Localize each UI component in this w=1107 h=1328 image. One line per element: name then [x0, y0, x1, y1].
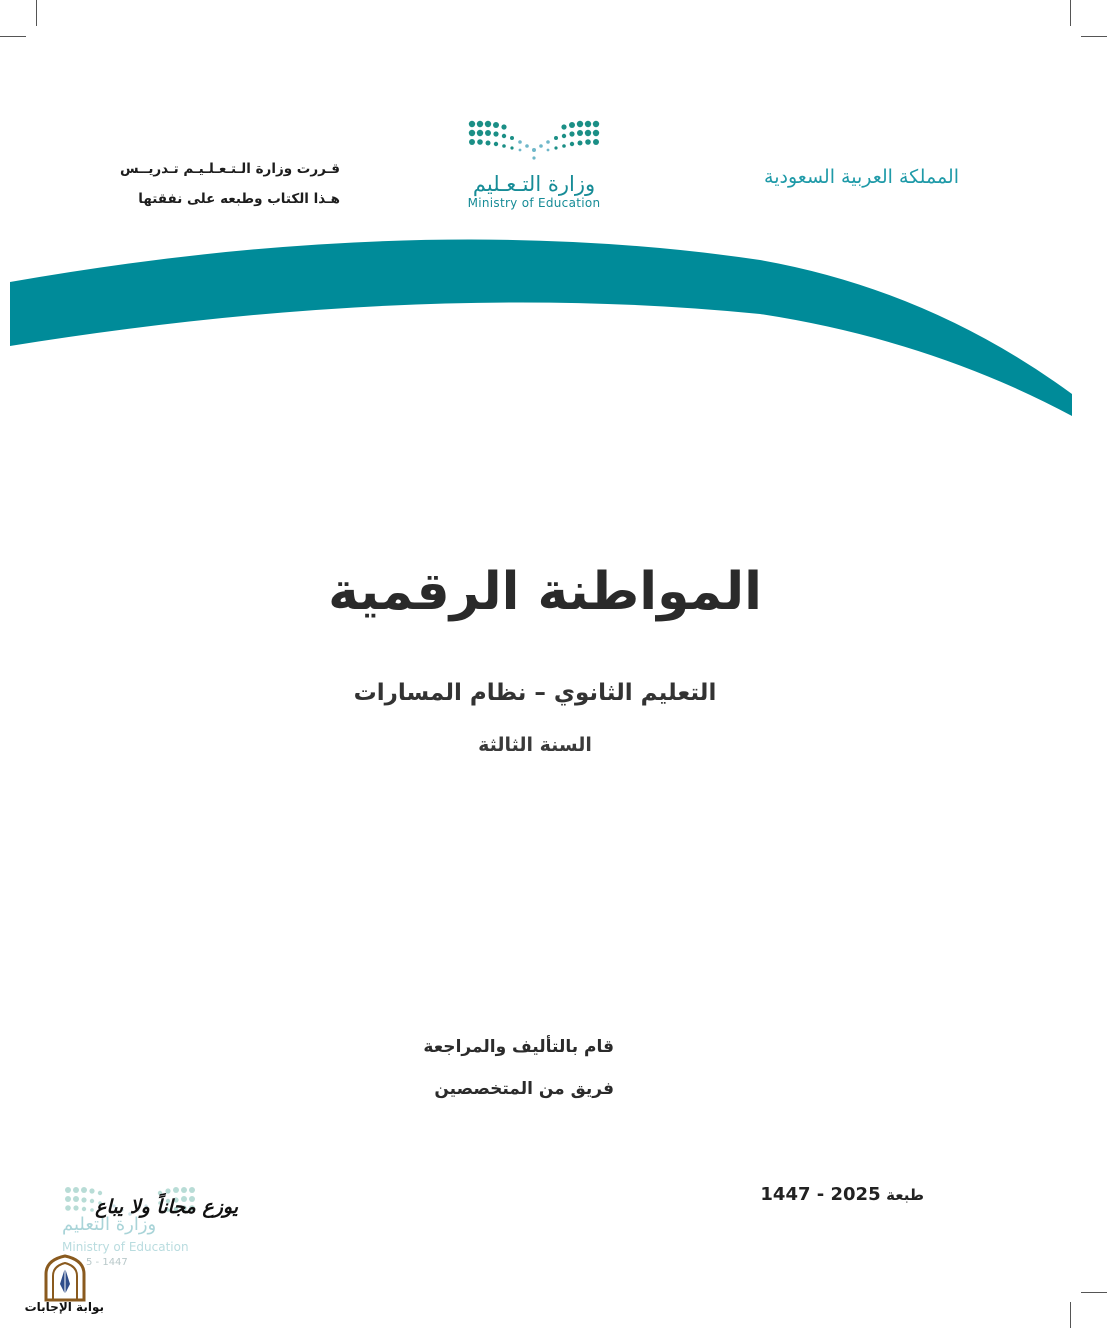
crop-mark-top-left-v [36, 0, 37, 26]
faded-ministry-english: Ministry of Education [62, 1240, 189, 1254]
free-distribution-note: يوزع مجاناً ولا يباع [95, 1196, 238, 1218]
edition-info [760, 1184, 924, 1205]
book-title: المواطنة الرقمية [328, 562, 762, 622]
kingdom-name: المملكة العربية السعودية [764, 166, 959, 188]
crop-mark-bottom-right-h [1081, 1292, 1107, 1293]
ministry-logo-arabic: وزارة التـعـليم [472, 172, 596, 196]
credit-line-1: قام بالتأليف والمراجعة [423, 1037, 614, 1057]
faded-ministry-arabic: وزارة التعليم [62, 1214, 157, 1235]
grade-level: السنة الثالثة [478, 734, 592, 756]
authors-credit [380, 1026, 614, 1110]
crop-mark-top-right-h [1081, 36, 1107, 37]
book-subtitle: التعليم الثانوي – نظام المسارات [353, 680, 717, 706]
ministry-approval-note [118, 154, 340, 214]
ministry-logo-english: Ministry of Education [467, 196, 601, 210]
crop-mark-top-right-v [1070, 0, 1071, 26]
credit-line-2: فريق من المتخصصين [434, 1079, 614, 1099]
approval-line-2: هـذا الكتاب وطبعه على نفقتها [138, 191, 340, 207]
approval-line-1: قـررت وزارة الـتـعـلـيـم تـدريــس [120, 161, 340, 177]
answers-portal-emblem-icon [42, 1254, 88, 1302]
teal-curved-band [0, 230, 1107, 430]
ministry-of-education-logo [458, 116, 610, 210]
crop-mark-bottom-right-v [1070, 1302, 1071, 1328]
ministry-logo-dots-icon [458, 116, 610, 166]
faded-year: 5 - 1447 [86, 1257, 128, 1268]
edition-label: طبعة [886, 1186, 924, 1204]
edition-years: 1447 - 2025 [760, 1184, 881, 1205]
crop-mark-top-left-h [0, 36, 26, 37]
answers-portal-name: بوابة الإجابات [24, 1300, 104, 1314]
